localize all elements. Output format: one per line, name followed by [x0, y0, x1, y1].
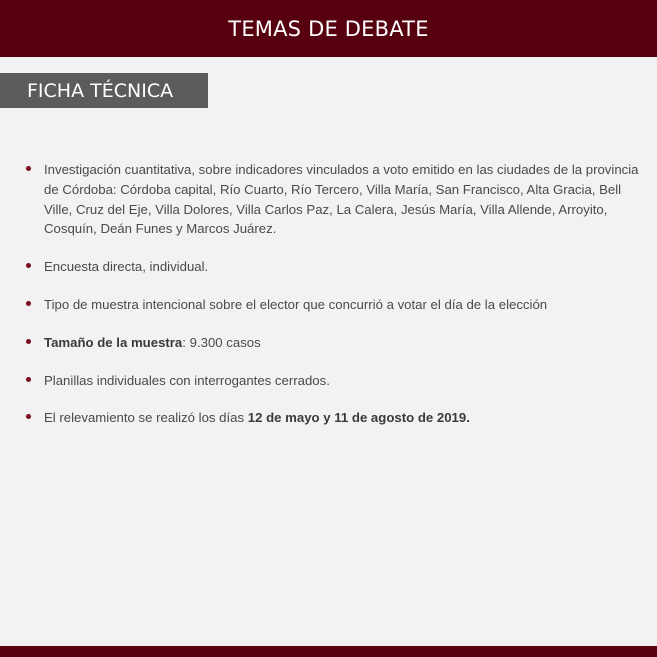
bullet-dot-icon	[26, 263, 31, 268]
bullet-text: Investigación cuantitativa, sobre indicadores vinculados a voto emitido en las ciudades de la provincia de Córdoba: Córdoba capital, Río Cuarto, Río Tercero, Villa María, San Francisco, Alta Gracia, Bell Ville, Cruz del Eje, Villa Dolores, Villa Carlos Paz, La Calera, Jesús María, Villa Allende, Arroyito, Cosquín, Deán Funes y Marcos Juárez.	[44, 162, 639, 237]
bullet-item-sample-size	[25, 333, 640, 353]
page-title: TEMAS DE DEBATE	[228, 16, 429, 41]
bullet-item-survey-type	[25, 257, 640, 277]
bullet-item-forms	[25, 371, 640, 391]
bullet-bold-text: Tamaño de la muestra	[44, 334, 183, 350]
section-tag	[0, 73, 208, 108]
bullet-text: : 9.300 casos	[182, 334, 261, 350]
section-title: FICHA TÉCNICA	[27, 79, 174, 102]
bullet-dot-icon	[26, 414, 31, 419]
footer-bar	[0, 646, 657, 657]
bullet-text: Planillas individuales con interrogantes cerrados.	[44, 372, 330, 388]
bullet-dot-icon	[26, 166, 31, 171]
bullet-dot-icon	[26, 377, 31, 382]
header-bar	[0, 0, 657, 57]
bullet-bold-text: 12 de mayo y 11 de agosto de 2019.	[247, 410, 470, 426]
bullet-item-dates	[25, 408, 640, 428]
bullet-text: Encuesta directa, individual.	[44, 259, 209, 275]
bullet-text: Tipo de muestra intencional sobre el elector que concurrió a votar el día de la elección	[44, 296, 548, 312]
bullet-text: El relevamiento se realizó los días	[44, 410, 248, 426]
bullet-dot-icon	[26, 339, 31, 344]
bullet-list	[25, 160, 640, 446]
bullet-item-methodology	[25, 160, 640, 239]
bullet-item-sample-type	[25, 295, 640, 315]
bullet-dot-icon	[26, 301, 31, 306]
